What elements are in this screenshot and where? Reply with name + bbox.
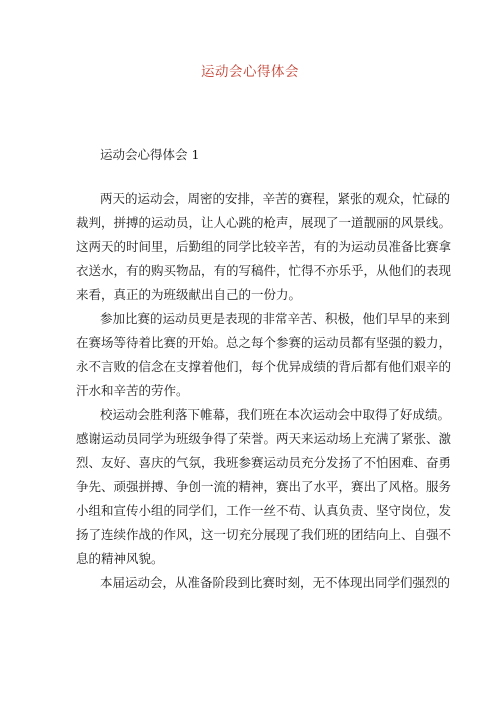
text-line: 感谢运动员同学为班级争得了荣誉。两天来运动场上充满了紧张、激 [76,431,452,446]
text-line: 息的精神风貌。 [76,551,164,566]
text-line: 在赛场等待着比赛的开始。总之每个参赛的运动员都有坚强的毅力， [76,335,452,350]
text-line: 小组和宣传小组的同学们，工作一丝不苟、认真负责、坚守岗位，发 [76,503,452,518]
text-line: 汗水和辛苦的劳作。 [76,383,189,398]
text-line: 扬了连续作战的作风，这一切充分展现了我们班的团结向上、自强不 [76,527,452,542]
text-line: 烈、友好、喜庆的气氛，我班参赛运动员充分发扬了不怕困难、奋勇 [76,455,452,470]
text-line: 校运动会胜利落下帷幕，我们班在本次运动会中取得了好成绩。 [100,407,451,422]
text-line: 两天的运动会，周密的安排，辛苦的赛程，紧张的观众，忙碌的 [100,191,451,206]
text-line: 永不言败的信念在支撑着他们，每个优异成绩的背后都有他们艰辛的 [76,359,452,374]
text-line: 争先、顽强拼搏、争创一流的精神，赛出了水平，赛出了风格。服务 [76,479,452,494]
text-line: 衣送水，有的购买物品，有的写稿件，忙得不亦乐乎，从他们的表现 [76,263,452,278]
document-title: 运动会心得体会 [201,64,299,80]
text-line: 这两天的时间里，后勤组的同学比较辛苦，有的为运动员准备比赛拿 [76,239,452,254]
document-subtitle: 运动会心得体会 1 [100,147,200,162]
document-body [76,187,452,595]
text-line: 本届运动会，从准备阶段到比赛时刻，无不体现出同学们强烈的 [100,575,451,590]
text-line: 裁判，拼搏的运动员，让人心跳的枪声，展现了一道靓丽的风景线。 [76,215,452,230]
text-line: 来看，真正的为班级献出自己的一份力。 [76,287,302,302]
text-line: 参加比赛的运动员更是表现的非常辛苦、积极，他们早早的来到 [100,311,451,326]
